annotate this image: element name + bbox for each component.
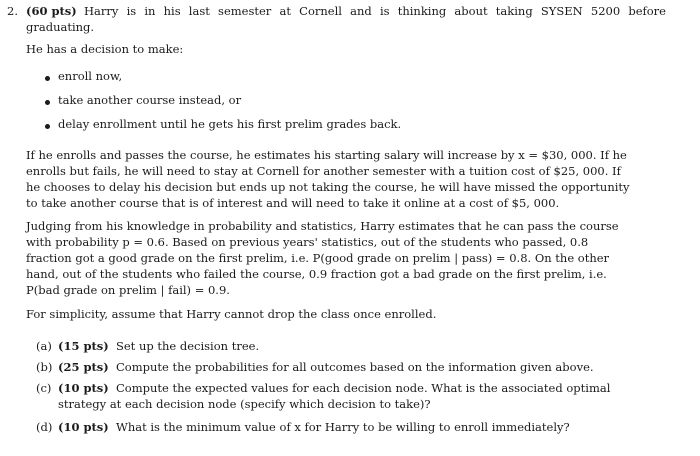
paragraph2-line: P(bad grade on prelim | fail) = 0.9. [26, 283, 230, 297]
paragraph2-line: hand, out of the students who failed the course, 0.9 fraction got a bad grade on the first prelim, i.e. [26, 267, 607, 281]
part-d-points: (10 pts) [58, 420, 109, 434]
problem-points: (60 pts) [26, 4, 77, 18]
bullet-icon [45, 100, 50, 105]
option-take-another: take another course instead, or [58, 93, 242, 107]
part-c-points: (10 pts) [58, 381, 109, 395]
problem-number: 2. [7, 4, 18, 18]
paragraph1-line: enrolls but fails, he will need to stay at Cornell for another semester with a tuition cost of $25, 000. If [26, 164, 621, 178]
part-a-label: (a) [36, 339, 52, 353]
part-c-text-continued: strategy at each decision node (specify which decision to take)? [58, 397, 431, 411]
paragraph2-line: fraction got a good grade on the first prelim, i.e. P(good grade on prelim | pass) = 0.8. On the other [26, 251, 610, 265]
part-b-text: Compute the probabilities for all outcomes based on the information given above. [116, 360, 594, 374]
part-d-text: What is the minimum value of x for Harry to be willing to enroll immediately? [116, 420, 570, 434]
problem-intro: Harry is in his last semester at Cornell and is thinking about taking SYSEN 5200 before graduating. [26, 4, 666, 34]
part-d-label: (d) [36, 420, 53, 434]
part-b-label: (b) [36, 360, 53, 374]
part-c-label: (c) [36, 381, 52, 395]
option-enroll-now: enroll now, [58, 69, 123, 83]
paragraph1-line: he chooses to delay his decision but ends up not taking the course, he will have missed the opportunity [26, 180, 630, 194]
part-a-text: Set up the decision tree. [116, 339, 260, 353]
part-c-text: Compute the expected values for each decision node. What is the associated optimal [116, 381, 611, 395]
paragraph2-line: Judging from his knowledge in probability and statistics, Harry estimates that he can pass the course [26, 219, 619, 233]
bullet-icon [45, 76, 50, 81]
paragraph3: For simplicity, assume that Harry cannot drop the class once enrolled. [26, 307, 437, 321]
paragraph1-line: to take another course that is of interest and will need to take it online at a cost of $5, 000. [26, 196, 560, 210]
part-a-points: (15 pts) [58, 339, 109, 353]
bullet-icon [45, 124, 50, 129]
part-b-points: (25 pts) [58, 360, 109, 374]
paragraph1-line: If he enrolls and passes the course, he estimates his starting salary will increase by x = $30, 000. If he [26, 148, 627, 162]
decision-heading: He has a decision to make: [26, 42, 184, 56]
paragraph2-line: with probability p = 0.6. Based on previous years' statistics, out of the students who passed, 0.8 [26, 235, 589, 249]
option-delay: delay enrollment until he gets his first prelim grades back. [58, 117, 402, 131]
